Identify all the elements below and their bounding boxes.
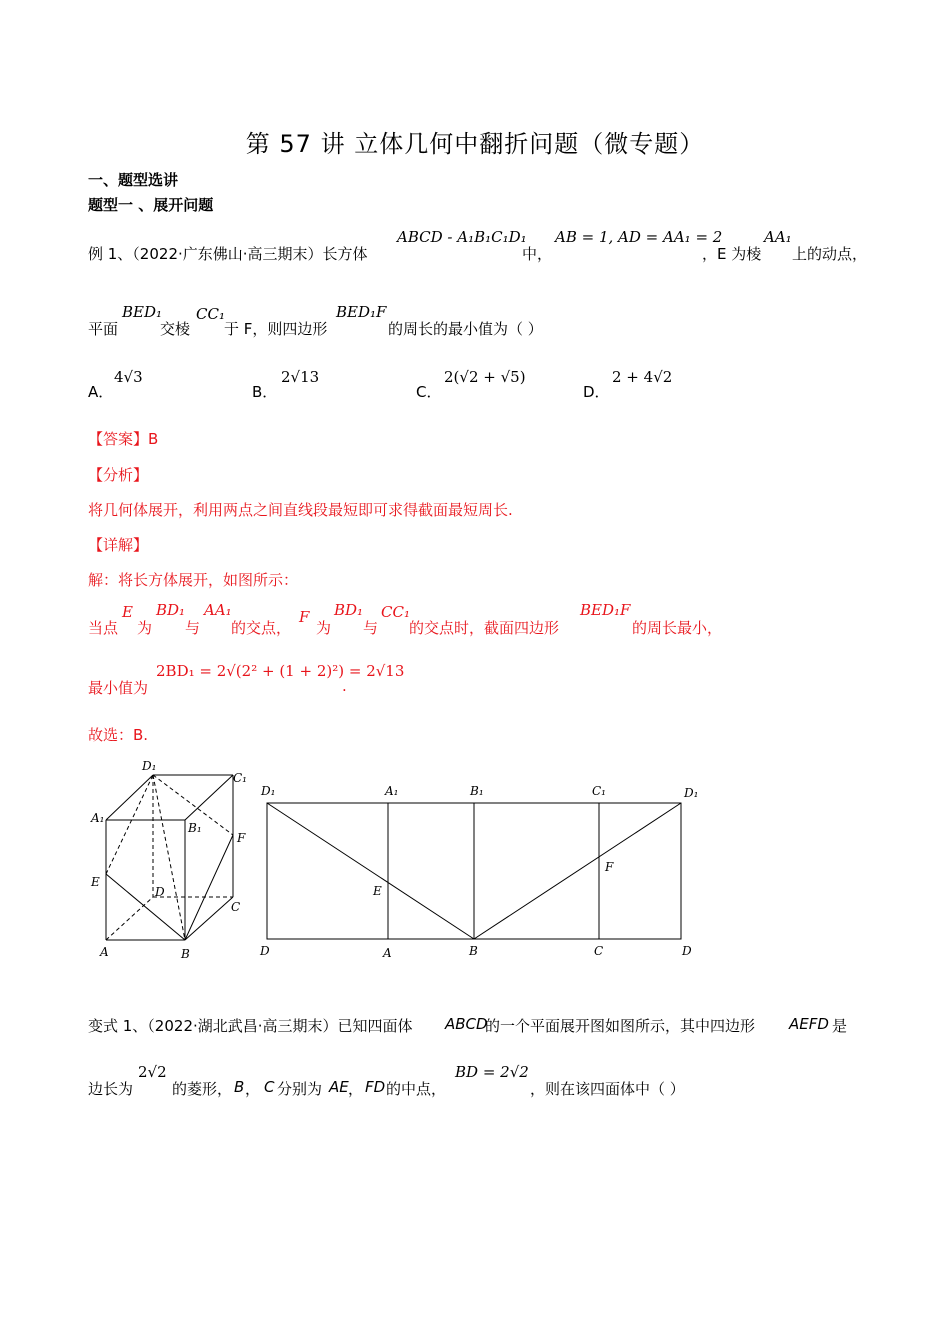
option-c-label: C．: [416, 383, 442, 401]
var1-cond: BD = 2√2: [455, 1063, 529, 1081]
cuboid-figure: [86, 752, 256, 967]
option-a-label: A．: [88, 383, 114, 401]
ex1-quad: BED₁F: [336, 303, 387, 321]
var1-l2f: 的中点，: [386, 1080, 447, 1098]
var1-quad: AEFD: [789, 1015, 829, 1033]
ex1-plane: BED₁: [122, 303, 163, 321]
var1-l2g: ，则在该四面体中（ ）: [530, 1080, 685, 1098]
net-bottom-a: A: [383, 946, 392, 960]
sol3-a: 最小值为: [88, 679, 149, 697]
var1-l1b: 的一个平面展开图如图所示，其中四边形: [485, 1017, 756, 1035]
net-top-c1: C₁: [592, 784, 606, 798]
ex1-mid: 中，: [522, 245, 553, 263]
option-b-label: B．: [252, 383, 278, 401]
ex1-e-text: ，E 为棱: [702, 245, 762, 263]
ex1-lead: 例 1、（2022·广东佛山·高三期末）长方体: [88, 245, 368, 263]
section-heading: 一、题型选讲: [88, 171, 179, 189]
net-bottom-d-left: D: [260, 944, 270, 958]
net-e: E: [373, 884, 382, 898]
net-f: F: [605, 860, 614, 874]
sol2-cc1: CC₁: [381, 603, 410, 621]
net-figure: [255, 777, 705, 967]
answer-tag: 【答案】B: [88, 430, 159, 448]
net-top-d1-left: D₁: [261, 784, 276, 798]
var1-b: B: [234, 1078, 245, 1096]
sol2-bd1b: BD₁: [334, 601, 364, 619]
label-c: C: [231, 900, 241, 914]
label-d1: D₁: [142, 759, 157, 773]
net-top-b1: B₁: [470, 784, 484, 798]
sol2-d: 的交点，: [231, 619, 292, 637]
sol2-e: E: [122, 603, 133, 621]
var1-l2d: 分别为: [277, 1080, 323, 1098]
ex1-edge2: CC₁: [196, 305, 225, 323]
net-bottom-b: B: [469, 944, 478, 958]
label-e: E: [91, 875, 100, 889]
var1-fd: FD: [365, 1078, 386, 1096]
label-f: F: [237, 831, 246, 845]
net-bottom-c: C: [594, 944, 604, 958]
var1-l2e: ，: [348, 1080, 364, 1098]
label-a1: A₁: [91, 811, 105, 825]
sol2-c: 与: [185, 619, 201, 637]
sol2-e2: 为: [316, 619, 332, 637]
option-d-value: 2 + 4√2: [612, 368, 673, 386]
label-b1: B₁: [188, 821, 202, 835]
net-top-a1: A₁: [385, 784, 399, 798]
sol2-quad: BED₁F: [580, 601, 631, 619]
sol2-h: 的周长最小，: [632, 619, 723, 637]
option-d-label: D．: [583, 383, 610, 401]
option-c-value: 2(√2 + √5): [444, 368, 526, 386]
solution-line-1: 解：将长方体展开，如图所示：: [88, 571, 299, 589]
sol2-f: F: [299, 608, 310, 626]
choose-text: 故选：B.: [88, 726, 149, 744]
var1-l2b: 的菱形，: [172, 1080, 233, 1098]
label-b: B: [181, 947, 190, 961]
ex1-condition: AB = 1, AD = AA₁ = 2: [555, 228, 723, 246]
var1-l2c: ，: [245, 1080, 261, 1098]
var1-side: 2√2: [138, 1063, 167, 1081]
var1-ae: AE: [329, 1078, 349, 1096]
var1-c: C: [264, 1078, 275, 1096]
detail-tag: 【详解】: [88, 536, 149, 554]
var1-l1a: 变式 1、（2022·湖北武昌·高三期末）已知四面体: [88, 1017, 413, 1035]
analysis-tag: 【分析】: [88, 466, 149, 484]
label-c1: C₁: [233, 771, 247, 785]
net-top-d1-right: D₁: [684, 786, 699, 800]
ex1-l2b: 交棱: [160, 320, 191, 338]
sol2-aa1: AA₁: [204, 601, 232, 619]
ex1-solid: ABCD - A₁B₁C₁D₁: [397, 228, 527, 246]
ex1-l2c: 于 F，则四边形: [224, 320, 328, 338]
page-title: 第 57 讲 立体几何中翻折问题（微专题）: [245, 130, 705, 158]
type-heading: 题型一 、展开问题: [88, 196, 214, 214]
ex1-tail: 上的动点，: [792, 245, 868, 263]
sol2-bd1: BD₁: [156, 601, 186, 619]
ex1-edge: AA₁: [764, 228, 792, 246]
label-d: D: [155, 885, 165, 899]
sol3-expr: 2BD₁ = 2√(2² + (1 + 2)²) = 2√13: [156, 662, 405, 680]
net-bottom-d-right: D: [682, 944, 692, 958]
var1-l1c: 是: [832, 1017, 848, 1035]
analysis-text: 将几何体展开，利用两点之间直线段最短即可求得截面最短周长.: [88, 501, 513, 519]
option-b-value: 2√13: [281, 368, 320, 386]
sol2-a: 当点: [88, 619, 119, 637]
ex1-l2d: 的周长的最小值为（ ）: [388, 320, 543, 338]
sol3-end: .: [342, 677, 347, 695]
ex1-l2a: 平面: [88, 320, 119, 338]
var1-l2a: 边长为: [88, 1080, 134, 1098]
option-a-value: 4√3: [114, 368, 143, 386]
sol2-g: 的交点时，截面四边形: [409, 619, 560, 637]
sol2-b: 为: [137, 619, 153, 637]
label-a: A: [100, 945, 109, 959]
sol2-f2: 与: [363, 619, 379, 637]
var1-solid: ABCD: [445, 1015, 488, 1033]
